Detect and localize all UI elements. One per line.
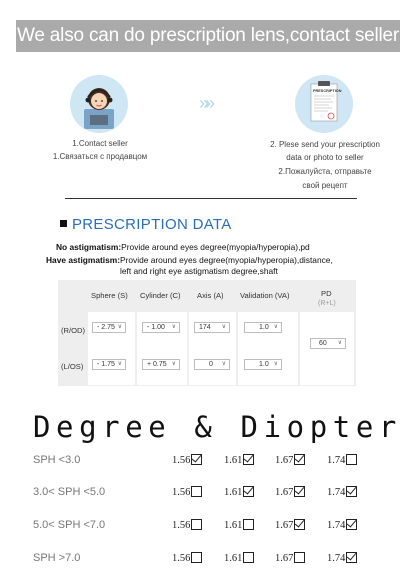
no-astigmatism-text: Provide around eyes degree(myopia/hyperopia),pd — [121, 242, 310, 252]
header-pd-sub: (R+L) — [318, 300, 336, 307]
lens-index-option — [172, 552, 202, 564]
no-astigmatism-label: No astigmatism: — [56, 242, 122, 252]
prescription-table — [58, 280, 356, 386]
lens-index-option — [275, 519, 305, 531]
double-chevron-right-icon: »» — [199, 93, 212, 113]
have-astigmatism-line — [46, 255, 333, 265]
lens-index-option — [327, 519, 357, 531]
cylinder-value-right: - 1.00 — [147, 324, 165, 331]
chevron-down-icon: ∨ — [221, 324, 226, 330]
lens-index-label: 1.56 — [172, 520, 191, 531]
chevron-down-icon: ∨ — [171, 324, 176, 330]
checkbox-empty-icon — [346, 454, 357, 465]
axis-value-left: 0 — [209, 361, 213, 368]
chevron-down-icon: ∨ — [117, 361, 122, 367]
chevron-down-icon: ∨ — [337, 340, 342, 346]
degree-diopter-headline: Degree & Diopter — [33, 410, 402, 444]
checkbox-checked-icon — [191, 454, 202, 465]
checkbox-checked-icon — [294, 486, 305, 497]
lens-index-label: 1.74 — [327, 520, 346, 531]
prescription-title-text: PRESCRIPTION DATA — [72, 216, 232, 233]
axis-select-right[interactable] — [194, 322, 230, 333]
step2-english-line1: 2. Plese send your prescription — [270, 140, 380, 149]
checkbox-checked-icon — [243, 486, 254, 497]
sphere-value-left: - 1.75 — [97, 361, 115, 368]
lens-index-label: 1.74 — [327, 553, 346, 564]
chevron-down-icon: ∨ — [221, 361, 226, 367]
checkbox-empty-icon — [243, 552, 254, 563]
header-cylinder: Cylinder (C) — [140, 291, 181, 300]
have-astigmatism-text: Provide around eyes degree(myopia/hyperopia),distance, — [120, 255, 333, 265]
lens-index-label: 1.56 — [172, 487, 191, 498]
header-validation: Validation (VA) — [240, 291, 290, 300]
sphere-select-left[interactable] — [92, 359, 126, 370]
step1-russian: 1.Связаться с продавцом — [52, 152, 148, 161]
step2-text — [255, 138, 395, 192]
lens-index-option — [327, 552, 357, 564]
checkbox-checked-icon — [346, 552, 357, 563]
have-astigmatism-line2: left and right eye astigmatism degree,shaft — [120, 266, 278, 276]
prescription-paper-icon — [295, 75, 353, 133]
validation-select-left[interactable] — [244, 359, 282, 370]
step2-english-line2: data or photo to seller — [286, 153, 364, 162]
lens-index-label: 1.67 — [275, 553, 294, 564]
checkbox-checked-icon — [346, 486, 357, 497]
lens-index-option — [327, 486, 357, 498]
chevron-down-icon: ∨ — [273, 324, 278, 330]
support-agent-icon — [70, 75, 128, 133]
no-astigmatism-line — [56, 242, 310, 252]
step1-english: 1.Contact seller — [72, 139, 128, 148]
lens-index-option — [275, 486, 305, 498]
lens-index-option — [172, 519, 202, 531]
row-label-left: (L/OS) — [61, 362, 84, 371]
lens-index-option — [172, 486, 202, 498]
chevron-down-icon: ∨ — [171, 361, 176, 367]
lens-index-label: 1.74 — [327, 487, 346, 498]
validation-value-right: 1.0 — [259, 324, 269, 331]
checkbox-empty-icon — [191, 552, 202, 563]
lens-index-option — [327, 454, 357, 466]
promo-banner: We also can do prescription lens,contact seller — [16, 20, 400, 52]
prescription-title — [60, 216, 232, 233]
lens-index-option — [275, 454, 305, 466]
checkbox-checked-icon — [294, 454, 305, 465]
lens-index-label: 1.61 — [224, 455, 243, 466]
sphere-select-right[interactable] — [92, 322, 126, 333]
validation-value-left: 1.0 — [259, 361, 269, 368]
step2-russian-line1: 2.Пожалуйста, отправьте — [278, 167, 372, 176]
lens-index-option — [224, 454, 254, 466]
row-label-right: (R/OD) — [61, 326, 86, 335]
lens-index-label: 1.74 — [327, 455, 346, 466]
validation-select-right[interactable] — [244, 322, 282, 333]
lens-index-option — [224, 486, 254, 498]
header-axis: Axis (A) — [197, 291, 224, 300]
sphere-value-right: - 2.75 — [97, 324, 115, 331]
header-sphere: Sphere (S) — [91, 291, 128, 300]
axis-value-right: 174 — [199, 324, 211, 331]
lens-index-label: 1.67 — [275, 520, 294, 531]
lens-index-label: 1.56 — [172, 553, 191, 564]
lens-index-option — [224, 552, 254, 564]
pd-value: 60 — [319, 340, 327, 347]
sph-range-label: SPH <3.0 — [33, 454, 81, 466]
checkbox-empty-icon — [191, 519, 202, 530]
axis-select-left[interactable] — [194, 359, 230, 370]
cylinder-value-left: + 0.75 — [147, 361, 167, 368]
checkbox-checked-icon — [243, 454, 254, 465]
checkbox-empty-icon — [191, 486, 202, 497]
checkbox-empty-icon — [294, 552, 305, 563]
lens-index-label: 1.67 — [275, 455, 294, 466]
lens-index-option — [172, 454, 202, 466]
lens-index-label: 1.56 — [172, 455, 191, 466]
lens-index-label: 1.61 — [224, 520, 243, 531]
lens-index-label: 1.61 — [224, 553, 243, 564]
lens-index-label: 1.61 — [224, 487, 243, 498]
square-bullet-icon — [60, 220, 67, 227]
header-pd: PD — [321, 289, 332, 298]
sph-range-label: 5.0< SPH <7.0 — [33, 519, 106, 531]
checkbox-empty-icon — [243, 519, 254, 530]
step2-russian-line2: свой рецепт — [302, 181, 348, 190]
lens-index-label: 1.67 — [275, 487, 294, 498]
pd-select[interactable] — [310, 338, 346, 349]
chevron-down-icon: ∨ — [117, 324, 122, 330]
paper-title: PRESCRIPTION — [313, 89, 342, 93]
chevron-down-icon: ∨ — [273, 361, 278, 367]
sph-range-label: 3.0< SPH <5.0 — [33, 486, 106, 498]
have-astigmatism-label: Have astigmatism: — [46, 255, 121, 265]
checkbox-checked-icon — [346, 519, 357, 530]
lens-index-option — [275, 552, 305, 564]
lens-index-option — [224, 519, 254, 531]
sph-range-label: SPH >7.0 — [33, 552, 81, 564]
cylinder-select-left[interactable] — [142, 359, 180, 370]
checkbox-checked-icon — [294, 519, 305, 530]
divider — [65, 198, 357, 199]
cylinder-select-right[interactable] — [142, 322, 180, 333]
